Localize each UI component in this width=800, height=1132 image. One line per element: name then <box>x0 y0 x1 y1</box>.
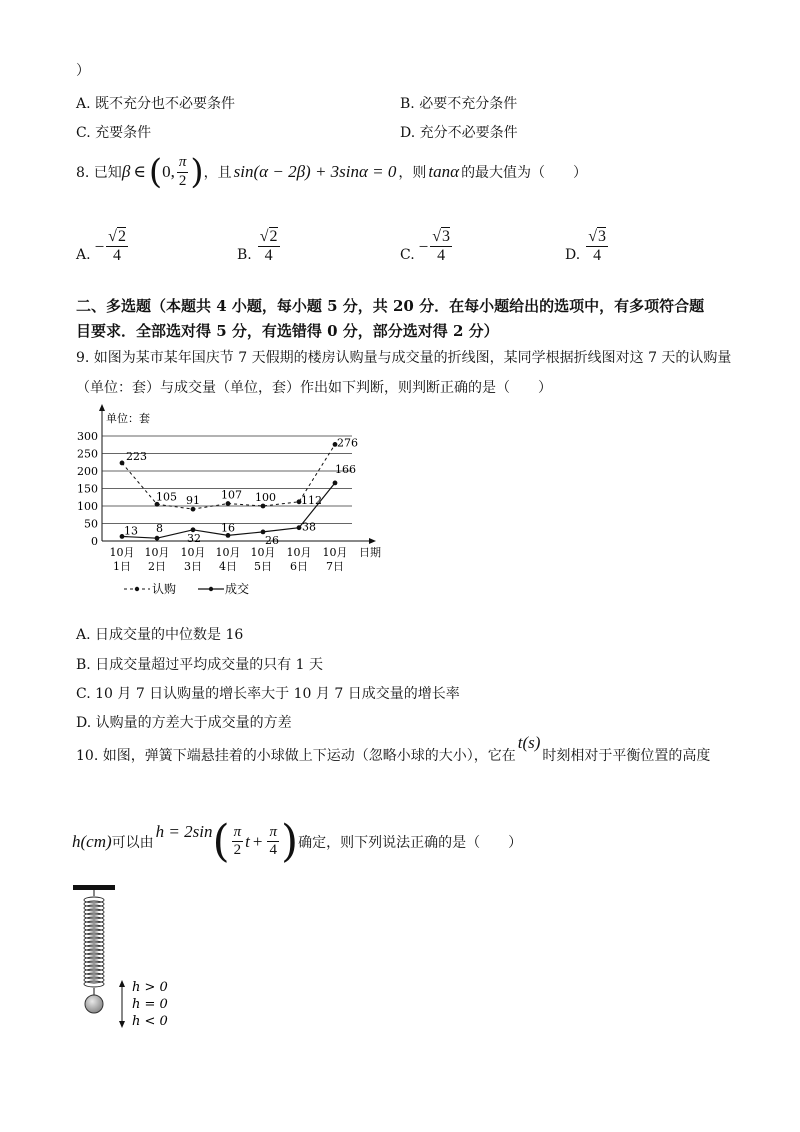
subscription-point <box>120 461 125 466</box>
q8-option-numerator <box>430 228 452 247</box>
q7-option-d[interactable]: D. 充分不必要条件 <box>400 125 518 141</box>
q7-closing-paren: ） <box>76 63 90 79</box>
q8-option-a[interactable] <box>76 228 130 266</box>
q10-tail: 确定，则下列说法正确的是（ ） <box>298 834 523 851</box>
q8-option-minus: − <box>418 236 429 256</box>
deal-point <box>155 536 160 541</box>
q8-tan-alpha: tanα <box>428 162 460 181</box>
q10-stem-pre: 10. 如图，弹簧下端悬挂着的小球做上下运动（忽略小球的大小），它在 <box>76 748 516 764</box>
q9-stem-line2: （单位：套）与成交量（单位，套）作出如下判断，则判断正确的是（ ） <box>76 380 552 396</box>
q7-option-a[interactable]: A. 既不充分也不必要条件 <box>76 96 236 112</box>
subscription-data-label: 91 <box>186 494 200 508</box>
q8-interval-close: ) <box>190 152 204 192</box>
deal-data-label: 16 <box>221 521 235 535</box>
q8-option-fraction <box>258 228 280 266</box>
label-h-zero: h = 0 <box>132 997 168 1012</box>
q8-pi: π <box>177 154 189 172</box>
y-tick-label: 100 <box>77 500 98 513</box>
q10-two: 2 <box>233 842 242 858</box>
subscription-data-label: 107 <box>221 488 242 502</box>
height-arrow-down-head <box>119 1021 125 1028</box>
q10-spring-figure <box>66 880 186 1030</box>
deal-data-label: 166 <box>335 462 356 476</box>
x-tick-label-month: 10月 <box>250 546 276 559</box>
x-tick-label-day: 6日 <box>290 560 308 573</box>
q10-h-equals: h = 2sin <box>155 821 213 841</box>
label-h-negative: h < 0 <box>132 1014 168 1029</box>
legend-label-deal: 成交 <box>225 582 250 596</box>
deal-point <box>297 525 302 530</box>
q10-stem-post: 时刻相对于平衡位置的高度 <box>542 748 711 764</box>
q8-stem <box>76 152 587 192</box>
q8-ask: 的最大值为（ ） <box>461 165 588 181</box>
q10-paren-close: ) <box>281 816 299 867</box>
q7-option-b[interactable]: B. 必要不充分条件 <box>400 96 518 112</box>
spring-coil <box>84 981 104 987</box>
x-tick-label-month: 10月 <box>144 546 170 559</box>
q8-interval-open: ( <box>148 152 163 192</box>
x-tick-label-month: 10月 <box>286 546 312 559</box>
q8-beta: β <box>121 162 131 181</box>
y-tick-label: 200 <box>77 465 98 478</box>
q9-option-a[interactable]: A. 日成交量的中位数是 16 <box>76 627 244 643</box>
x-tick-label-month: 10月 <box>180 546 206 559</box>
q8-option-fraction <box>430 228 452 266</box>
x-tick-label-month: 10月 <box>109 546 135 559</box>
q8-two: 2 <box>178 172 187 189</box>
subscription-data-label: 105 <box>156 490 177 504</box>
x-tick-label-day: 7日 <box>326 560 344 573</box>
q8-option-label: D. <box>565 246 581 263</box>
q8-option-numerator <box>586 228 608 247</box>
sqrt-symbol: √ <box>259 228 269 245</box>
q7-option-c[interactable]: C. 充要条件 <box>76 125 152 141</box>
q8-option-fraction <box>586 228 608 266</box>
q8-pi-over-two <box>177 154 189 190</box>
x-tick-label-day: 3日 <box>184 560 202 573</box>
q9-option-c[interactable]: C. 10 月 7 日认购量的增长率大于 10 月 7 日成交量的增长率 <box>76 686 460 702</box>
q10-t-seconds: t(s) <box>517 733 541 752</box>
radicand: 2 <box>117 228 126 245</box>
y-tick-label: 250 <box>77 447 98 461</box>
y-tick-label: 50 <box>84 517 98 531</box>
y-tick-label: 150 <box>77 482 98 496</box>
q9-option-b[interactable]: B. 日成交量超过平均成交量的只有 1 天 <box>76 657 323 673</box>
legend-label-subscription: 认购 <box>152 582 177 596</box>
q10-h-cm: h(cm) <box>72 831 112 851</box>
q8-option-numerator <box>106 228 128 247</box>
q10-pi-a: π <box>232 824 244 842</box>
q8-option-label: A. <box>76 246 91 263</box>
spring-ceiling <box>73 885 115 890</box>
deal-point <box>333 481 338 486</box>
q8-option-numerator <box>258 228 280 247</box>
height-arrow-up-head <box>119 980 125 987</box>
q10-can-be: 可以由 <box>111 834 154 851</box>
sqrt-symbol: √ <box>108 228 117 245</box>
x-tick-label-day: 5日 <box>254 560 272 573</box>
spring-ball <box>85 995 103 1013</box>
deal-data-label: 26 <box>265 533 279 547</box>
q9-option-d[interactable]: D. 认购量的方差大于成交量的方差 <box>76 715 292 731</box>
q10-four: 4 <box>269 842 277 858</box>
q10-pi-over-two <box>232 824 244 860</box>
radicand: 2 <box>269 228 278 245</box>
x-tick-label-day: 2日 <box>148 560 166 573</box>
q9-stem-line1: 9. 如图为某市某年国庆节 7 天假期的楼房认购量与成交量的折线图，某同学根据折线图对这 7 天的认购量 <box>76 350 732 366</box>
subscription-data-label: 276 <box>337 436 358 450</box>
spring-coils <box>84 897 104 987</box>
q8-option-denominator: 4 <box>593 247 602 265</box>
subscription-data-label: 112 <box>301 493 322 507</box>
legend-marker-subscription <box>135 587 139 591</box>
q10-stem-line2 <box>72 816 522 867</box>
q8-option-b[interactable] <box>237 228 282 266</box>
q8-option-denominator: 4 <box>437 247 446 265</box>
q8-option-denominator: 4 <box>113 247 122 265</box>
q8-sin-equation: sin(α − 2β) + 3sinα = 0 <box>233 162 397 181</box>
q8-option-label: B. <box>237 246 252 263</box>
label-h-positive: h > 0 <box>132 980 168 995</box>
x-axis-title: 日期 <box>359 546 381 559</box>
q10-paren-open: ( <box>212 816 230 867</box>
q10-t: t <box>245 831 250 851</box>
x-tick-label-day: 4日 <box>219 560 237 573</box>
q8-option-c[interactable] <box>400 228 454 266</box>
q8-number: 8. 已知 <box>76 165 122 181</box>
section2-heading-line2: 目要求．全部选对得 5 分，有选错得 0 分，部分选对得 2 分） <box>76 322 499 340</box>
legend-marker-deal <box>209 587 213 591</box>
q10-plus: + <box>252 831 263 851</box>
subscription-point <box>261 504 266 509</box>
x-tick-label-month: 10月 <box>215 546 241 559</box>
subscription-data-label: 223 <box>126 449 147 463</box>
x-axis-arrowhead <box>369 538 376 544</box>
q8-then: ，则 <box>398 165 427 181</box>
sqrt-symbol: √ <box>588 228 597 245</box>
y-axis-arrowhead <box>99 404 105 411</box>
q8-interval-zero: 0, <box>162 162 175 181</box>
deal-data-label: 8 <box>156 522 163 536</box>
deal-data-label: 32 <box>187 531 201 545</box>
sqrt-symbol: √ <box>432 228 442 245</box>
deal-data-label: 13 <box>124 524 138 538</box>
q10-pi-b: π <box>267 824 279 842</box>
section2-heading-line1: 二、多选题（本题共 4 小题，每小题 5 分，共 20 分．在每小题给出的选项中，有多项符合题 <box>76 297 705 315</box>
deal-data-label: 38 <box>302 520 316 534</box>
subscription-point <box>226 501 231 506</box>
x-tick-label-day: 1日 <box>113 560 131 573</box>
q8-option-fraction <box>106 228 128 266</box>
q10-pi-over-four <box>267 824 279 860</box>
subscription-point <box>191 507 196 512</box>
x-tick-label-month: 10月 <box>322 546 348 559</box>
q8-option-minus: − <box>94 236 105 256</box>
q8-cond-sep: ，且 <box>203 165 232 181</box>
q8-option-denominator: 4 <box>264 247 273 265</box>
q8-option-d[interactable] <box>565 228 610 266</box>
unit-label: 单位：套 <box>106 412 150 425</box>
q9-line-chart <box>60 400 400 605</box>
radicand: 3 <box>597 228 606 245</box>
subscription-data-label: 100 <box>255 491 276 504</box>
radicand: 3 <box>442 228 451 245</box>
q8-in-symbol: ∈ <box>133 162 146 181</box>
y-tick-label: 300 <box>77 430 98 443</box>
y-tick-label: 0 <box>91 535 98 548</box>
q10-stem-line1 <box>76 733 711 765</box>
q8-option-label: C. <box>400 246 415 263</box>
